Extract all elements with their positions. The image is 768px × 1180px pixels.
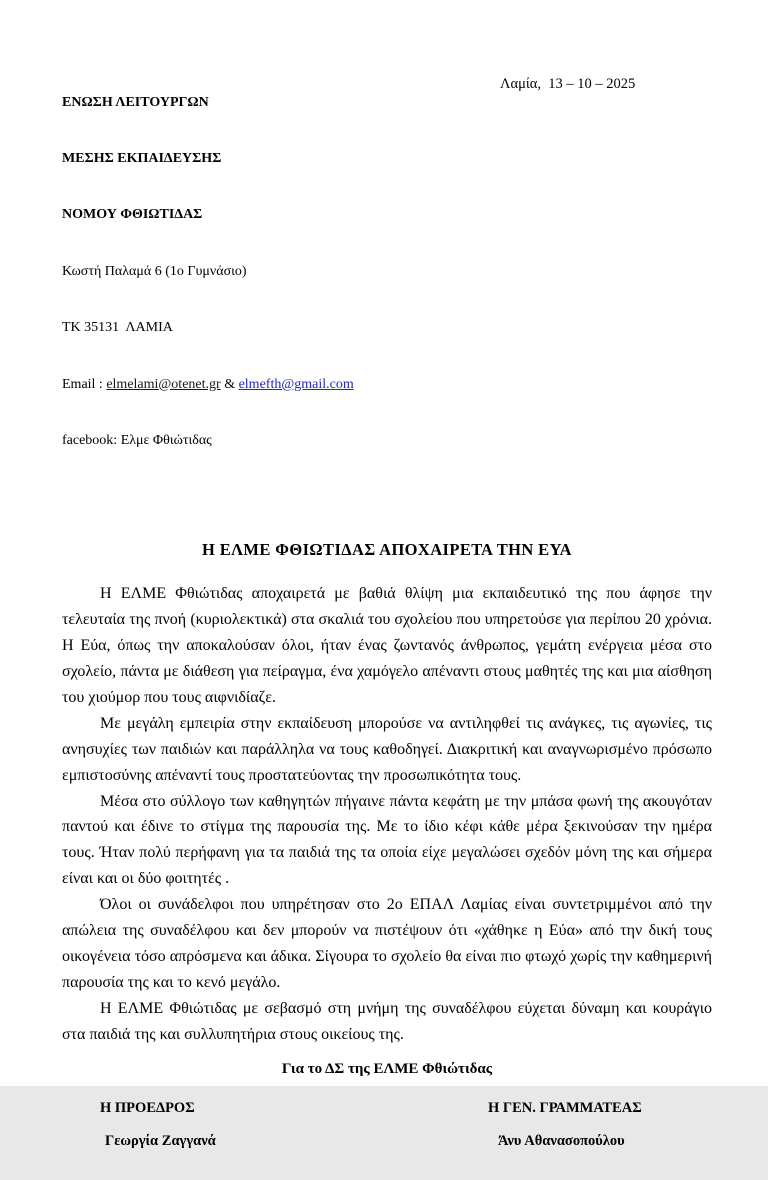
email-line (62, 376, 712, 395)
paragraph-3: Μέσα στο σύλλογο των καθηγητών πήγαινε πάντα κεφάτη με την μπάσα φωνή της ακουγόταν παντού και έδινε το στίγμα της παρουσία της. Με το ίδιο κέφι κάθε μέρα ξεκινούσαν την ημέρα τους. Ήταν πολύ περήφανη για τα παιδιά της τα οποία είχε μεγαλώσει σχεδόν μόνη της και σήμερα είναι και οι δύο φοιτητές . (62, 792, 712, 888)
email-link-gmail[interactable]: elmefth@gmail.com (238, 376, 354, 392)
org-name-line-3: ΝΟΜΟΥ ΦΘΙΩΤΙΔΑΣ (62, 207, 203, 223)
president-name: Γεωργία Ζαγγανά (105, 1132, 216, 1149)
paragraph-4: Όλοι οι συνάδελφοι που υπηρέτησαν στο 2ο ΕΠΑΛ Λαμίας είναι συντετριμμένοι από την απώλεια της συναδέλφου και δεν μπορούν να πιστέψουν ότι «χάθηκε η Εύα» από την δική τους οικογένεια τόσο απρόσμενα και άδικα. Σίγουρα το σχολείο θα είναι πιο φτωχό χωρίς την καθημερινή παρουσία της και το κενό μεγάλο. (62, 896, 712, 991)
secretary-name: Άνυ Αθανασοπούλου (498, 1132, 625, 1149)
president-role-label: Η ΠΡΟΕΔΡΟΣ (100, 1099, 195, 1116)
letter-body (62, 581, 712, 1047)
paragraph-5: Η ΕΛΜΕ Φθιώτιδας με σεβασμό στη μνήμη της συναδέλφου εύχεται δύναμη και κουράγιο στα παιδιά της και συλλυπητήρια στους οικείους της. (62, 999, 712, 1043)
document-title: Η ΕΛΜΕ ΦΘΙΩΤΙΔΑΣ ΑΠΟΧΑΙΡΕΤΑ ΤΗΝ ΕΥΑ (202, 540, 572, 560)
document-content (62, 56, 712, 1180)
street-address: Κωστή Παλαμά 6 (1ο Γυμνάσιο) (62, 263, 247, 279)
email-separator: & (220, 376, 239, 392)
email-link-otenet[interactable]: elmelami@otenet.gr (106, 376, 221, 392)
facebook-line: facebook: Ελμε Φθιώτιδας (62, 432, 212, 448)
signing-authority-line: Για το ΔΣ της ΕΛΜΕ Φθιώτιδας (281, 1060, 493, 1077)
secretary-role-label: Η ΓΕΝ. ΓΡΑΜΜΑΤΕΑΣ (488, 1099, 642, 1116)
paragraph-1: Η ΕΛΜΕ Φθιώτιδας αποχαιρετά με βαθιά θλίψη μια εκπαιδευτικό της που άφησε την τελευταία της πνοή (κυριολεκτικά) στα σκαλιά του σχολείου που υπηρετούσε για περίπου 20 χρόνια. Η Εύα, όπως την αποκαλούσαν όλοι, ήταν ένας ζωντανός άνθρωπος, γεμάτη ενέργεια μέσα στο σχολείο, πάντα με διάθεση για πείραγμα, ένα χαμόγελο απέναντι στους μαθητές της και μια αίσθηση του χιούμορ που τους αιφνιδίαζε. (62, 585, 712, 706)
email-label: Email : (62, 376, 107, 392)
org-name-line-2: ΜΕΣΗΣ ΕΚΠΑΙΔΕΥΣΗΣ (62, 150, 222, 166)
signature-block (62, 1100, 712, 1180)
letterhead (62, 56, 712, 488)
postal-address: ΤΚ 35131 ΛΑΜΙΑ (62, 320, 173, 336)
dateline: Λαμία, 13 – 10 – 2025 (500, 76, 636, 92)
paragraph-2: Με μεγάλη εμπειρία στην εκπαίδευση μπορούσε να αντιληφθεί τις ανάγκες, τις αγωνίες, τις ανησυχίες των παιδιών και παράλληλα να τους καθοδηγεί. Διακριτική και αναγνωρισμένο πρόσωπο εμπιστοσύνης απέναντί τους προστατεύοντας την προσωπικότητα τους. (62, 714, 712, 784)
org-name-line-1: ΕΝΩΣΗ ΛΕΙΤΟΥΡΓΩΝ (62, 94, 209, 110)
